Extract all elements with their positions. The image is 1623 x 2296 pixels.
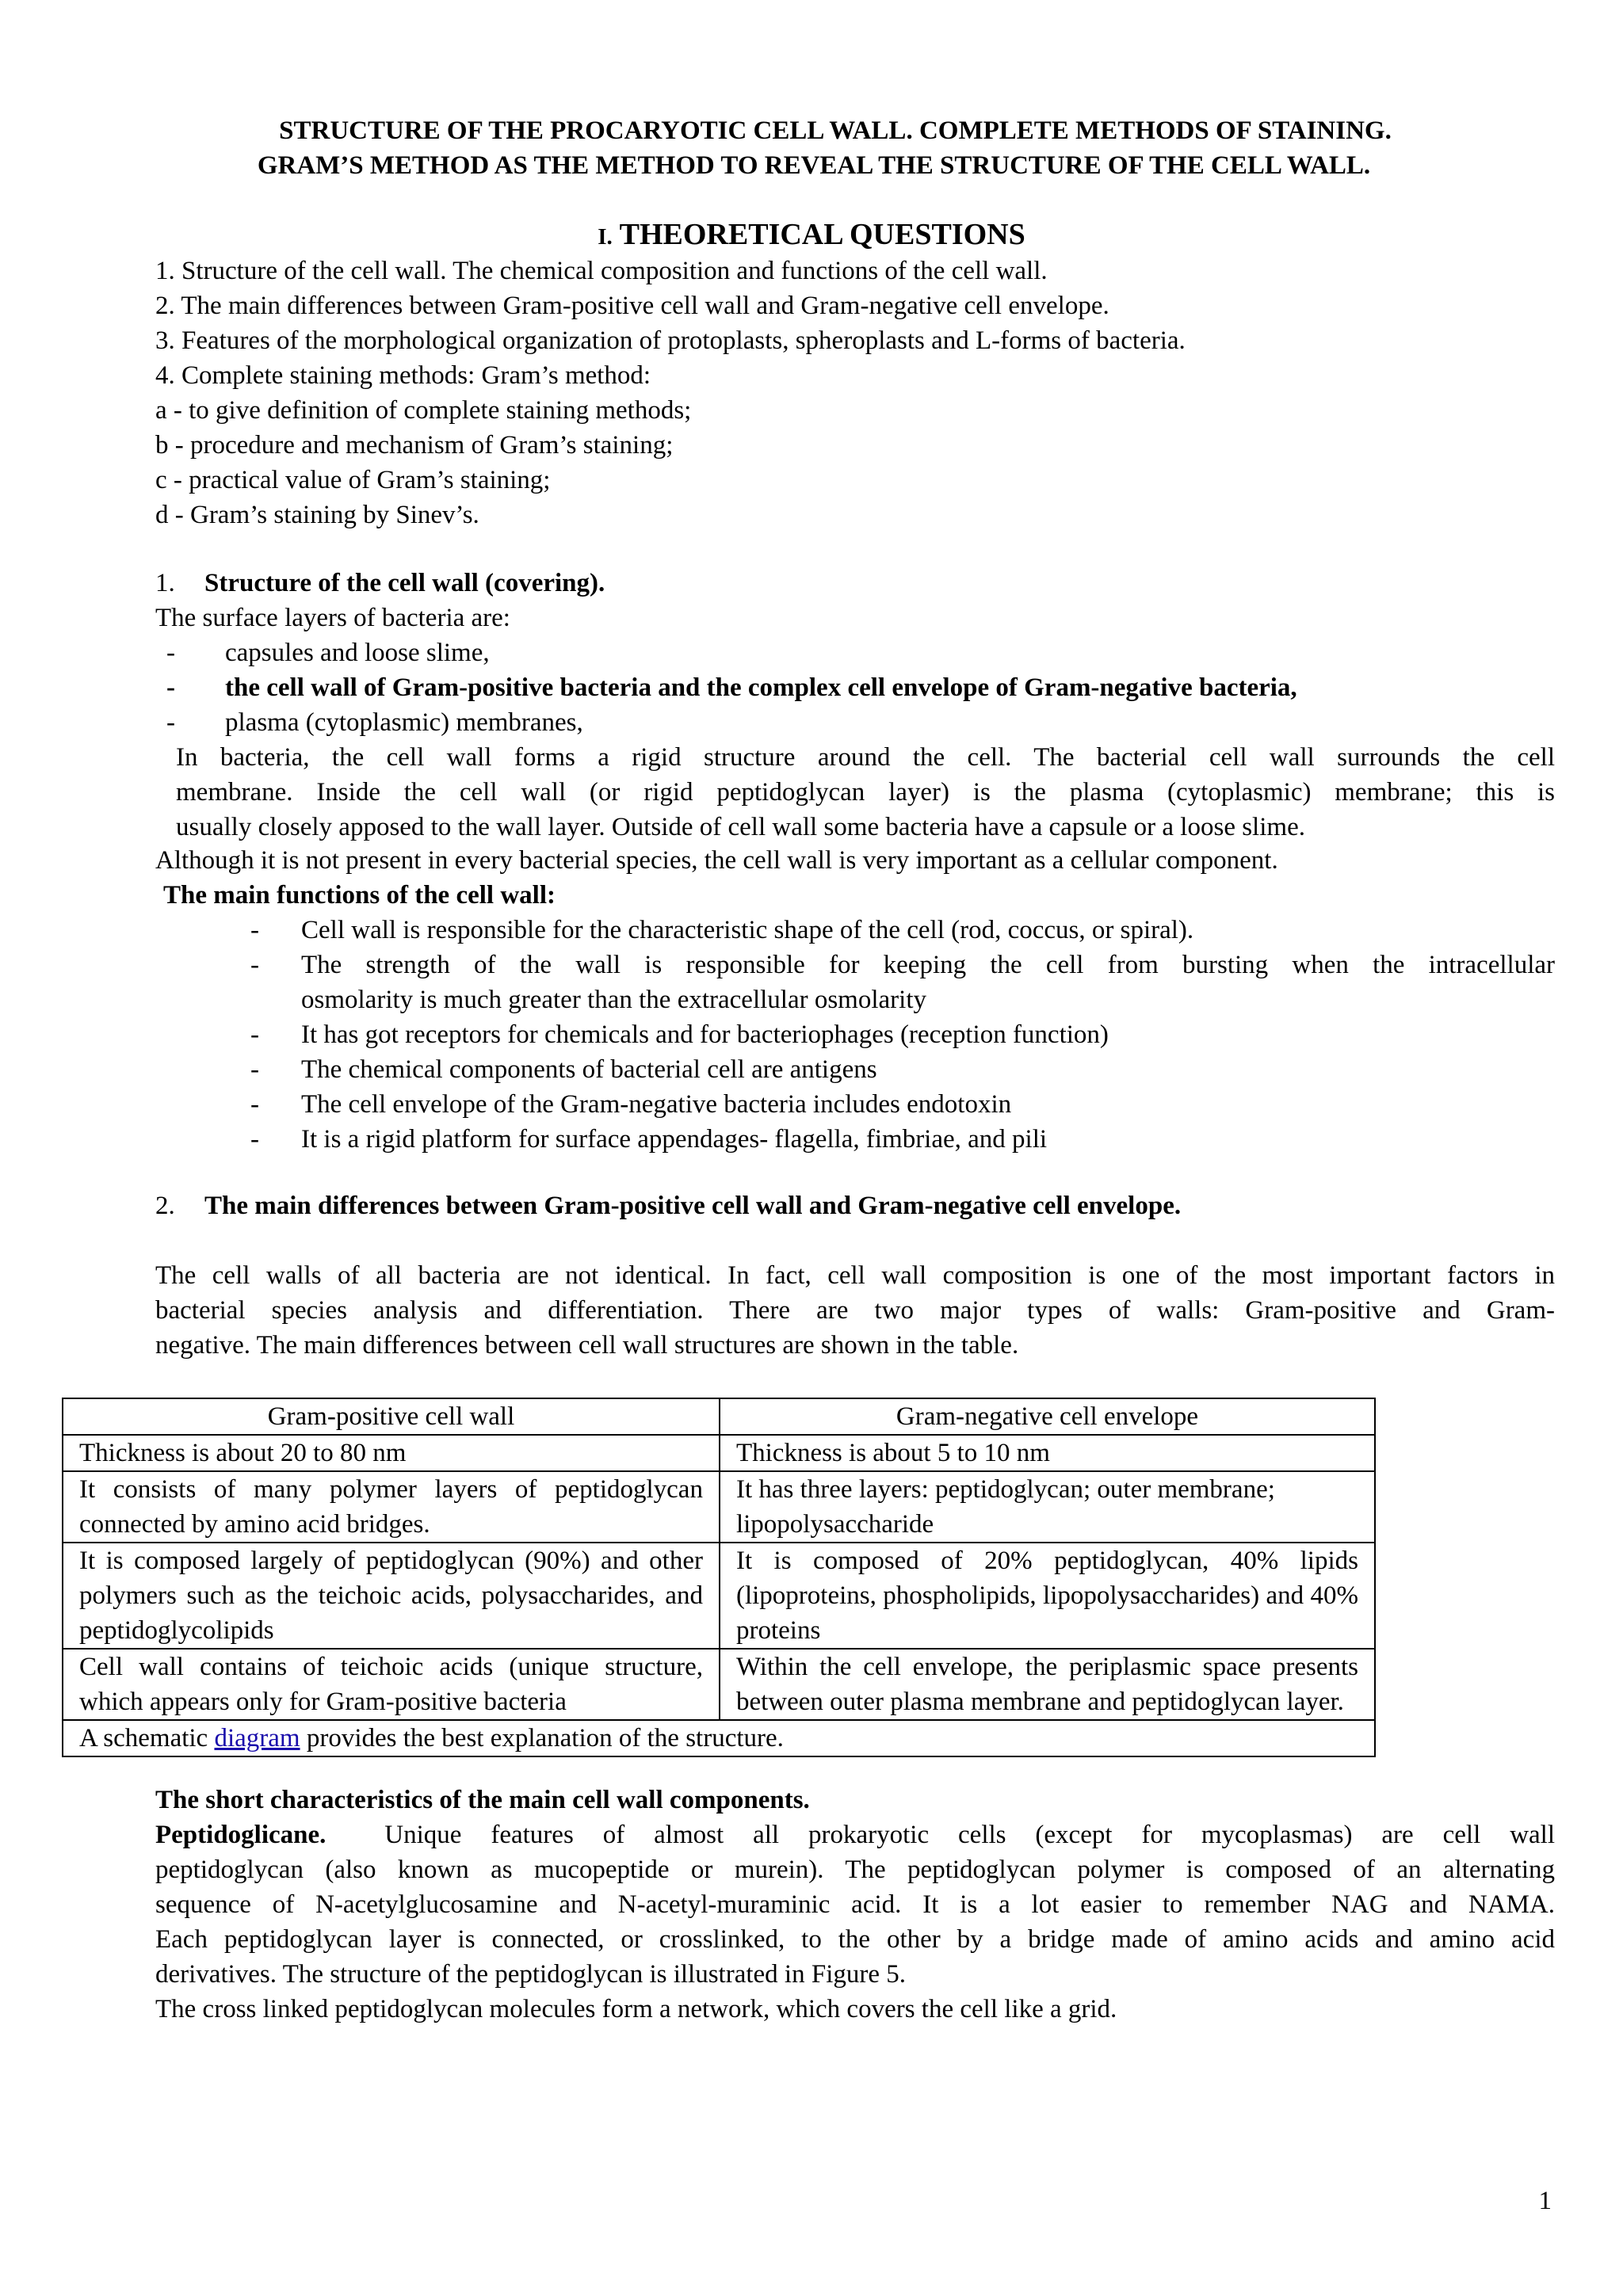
question-item: 1. Structure of the cell wall. The chemical composition and functions of the cell wall.: [155, 257, 1048, 285]
functions-list: [250, 913, 1555, 1157]
section-title: Structure of the cell wall (covering).: [204, 569, 605, 597]
paragraph-line: Each peptidoglycan layer is connected, or crosslinked, to the other by a bridge made of amino acids and amino acid: [155, 1925, 1555, 1954]
table-header-row: [63, 1398, 1375, 1435]
paragraph-line: In bacteria, the cell wall forms a rigid structure around the cell. The bacterial cell wall surrounds the cell: [176, 743, 1555, 772]
table-cell: It consists of many polymer layers of peptidoglycan connected by amino acid bridges.: [63, 1471, 720, 1543]
paragraph-line: The cell walls of all bacteria are not identical. In fact, cell wall composition is one of the most important factors in: [155, 1261, 1555, 1290]
paragraph-line: sequence of N-acetylglucosamine and N-acetyl-muraminic acid. It is a lot easier to remember NAG and NAMA.: [155, 1890, 1555, 1919]
table-cell: Cell wall contains of teichoic acids (unique structure, which appears only for Gram-positive bacteria: [63, 1649, 720, 1720]
list-item: - It has got receptors for chemicals and for bacteriophages (reception function): [250, 1020, 1109, 1049]
paragraph-line: derivatives. The structure of the peptidoglycan is illustrated in Figure 5.: [155, 1960, 906, 1989]
paragraph-line: negative. The main differences between cell wall structures are shown in the table.: [155, 1331, 1019, 1360]
components-heading: The short characteristics of the main cell wall components.: [155, 1786, 810, 1814]
document-title-line-2: GRAM’S METHOD AS THE METHOD TO REVEAL THE STRUCTURE OF THE CELL WALL.: [257, 151, 1371, 180]
list-item: - The cell envelope of the Gram-negative bacteria includes endotoxin: [250, 1090, 1012, 1119]
question-item: 3. Features of the morphological organization of protoplasts, spheroplasts and L-forms of bacteria.: [155, 326, 1186, 355]
question-item: 4. Complete staining methods: Gram’s method:: [155, 361, 651, 390]
section-number: 1.: [155, 569, 175, 597]
list-item: - capsules and loose slime,: [166, 639, 490, 667]
cell-wall-paragraph: [176, 740, 1555, 845]
although-paragraph: Although it is not present in every bacterial species, the cell wall is very important as a cellular component.: [155, 846, 1278, 875]
table-row: [63, 1649, 1375, 1720]
paragraph-line: usually closely apposed to the wall layer. Outside of cell wall some bacteria have a capsule or a loose slime.: [176, 813, 1305, 841]
roman-numeral: I.: [598, 224, 613, 250]
table-cell: Within the cell envelope, the periplasmic space presents between outer plasma membrane and peptidoglycan layer.: [720, 1649, 1375, 1720]
paragraph-line: bacterial species analysis and differentiation. There are two major types of walls: Gram-positive and Gram-: [155, 1296, 1555, 1325]
section-number: 2.: [155, 1192, 175, 1220]
question-list: [155, 254, 1186, 532]
section-title: The main differences between Gram-positive cell wall and Gram-negative cell envelope.: [204, 1192, 1182, 1220]
comparison-table: [62, 1398, 1376, 1757]
question-item: b - procedure and mechanism of Gram’s staining;: [155, 431, 674, 460]
diagram-link[interactable]: diagram: [214, 1724, 300, 1753]
heading-text: THEORETICAL QUESTIONS: [619, 218, 1025, 251]
table-cell: It is composed of 20% peptidoglycan, 40% lipids (lipoproteins, phospholipids, lipopolysaccharides) and 40% proteins: [720, 1543, 1375, 1649]
list-item: - Cell wall is responsible for the characteristic shape of the cell (rod, coccus, or spiral).: [250, 916, 1194, 944]
table-cell: Thickness is about 5 to 10 nm: [720, 1435, 1375, 1471]
paragraph-line: membrane. Inside the cell wall (or rigid peptidoglycan layer) is the plasma (cytoplasmic) membrane; this is: [176, 778, 1555, 807]
table-row: [63, 1435, 1375, 1471]
table-cell: It has three layers: peptidoglycan; outer membrane; lipopolysaccharide: [720, 1471, 1375, 1543]
question-item: c - practical value of Gram’s staining;: [155, 466, 551, 494]
list-item: - plasma (cytoplasmic) membranes,: [166, 708, 583, 737]
table-footer-row: [63, 1720, 1375, 1756]
list-item: - The chemical components of bacterial cell are antigens: [250, 1055, 877, 1084]
table-footer: A schematic diagram provides the best explanation of the structure.: [63, 1720, 1375, 1756]
surface-layers-list: [166, 635, 1297, 740]
column-header: Gram-positive cell wall: [63, 1398, 720, 1435]
question-item: a - to give definition of complete staining methods;: [155, 396, 692, 425]
table-cell: It is composed largely of peptidoglycan (90%) and other polymers such as the teichoic acids, polysaccharides, and peptidoglycolipids: [63, 1543, 720, 1649]
components-section: [155, 1783, 1555, 2027]
page-number: 1: [1538, 2187, 1552, 2215]
functions-heading: The main functions of the cell wall:: [163, 881, 556, 910]
table-row: [63, 1543, 1375, 1649]
section-intro: The surface layers of bacteria are:: [155, 604, 510, 632]
table-row: [63, 1471, 1375, 1543]
list-item: - The strength of the wall is responsible for keeping the cell from bursting when the intracellular osmolarity is much greater than the extracellular osmolarity: [250, 951, 1555, 1014]
network-line: The cross linked peptidoglycan molecules form a network, which covers the cell like a grid.: [155, 1995, 1117, 2023]
theoretical-questions-heading: [0, 215, 1623, 256]
document-title-line-1: STRUCTURE OF THE PROCARYOTIC CELL WALL. COMPLETE METHODS OF STAINING.: [279, 116, 1392, 145]
cell-wall-types-paragraph: [155, 1258, 1555, 1363]
section-2-heading: [155, 1188, 1181, 1223]
column-header: Gram-negative cell envelope: [720, 1398, 1375, 1435]
list-item: - the cell wall of Gram-positive bacteria and the complex cell envelope of Gram-negative bacteria,: [166, 673, 1297, 702]
section-1-heading: [155, 566, 605, 635]
question-item: 2. The main differences between Gram-positive cell wall and Gram-negative cell envelope.: [155, 292, 1109, 320]
peptidoglycan-first-line: Peptidoglicane. Unique features of almost all prokaryotic cells (except for mycoplasmas) are cell wall: [155, 1821, 1556, 1849]
table-cell: Thickness is about 20 to 80 nm: [63, 1435, 720, 1471]
question-item: d - Gram’s staining by Sinev’s.: [155, 501, 479, 529]
paragraph-line: peptidoglycan (also known as mucopeptide or murein). The peptidoglycan polymer is composed of an alternating: [155, 1855, 1555, 1884]
list-item: - It is a rigid platform for surface appendages- flagella, fimbriae, and pili: [250, 1125, 1048, 1154]
